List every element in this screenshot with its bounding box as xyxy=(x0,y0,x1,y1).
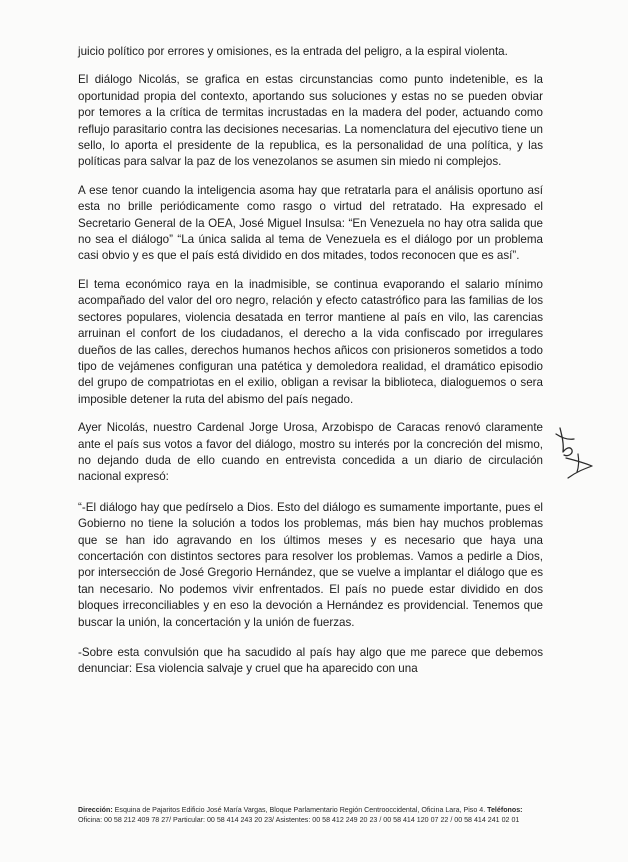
document-body xyxy=(78,44,543,690)
paragraph-1: juicio político por errores y omisiones, es la entrada del peligro, a la espiral violenta. xyxy=(78,45,508,58)
paragraph-4: El tema económico raya en la inadmisible, se continua evaporando el salario mínimo acompañado del valor del oro negro, relación y efecto catastrófico para las familias de los sectores populares, violencia desatada en terror mantiene al país en vilo, las carencias arruinan el confort de los ciudadanos, el derecho a la vida confiscado por irregulares dueños de las calles, derechos humanos hechos añicos con prisioneros sometidos a todo tipo de vejámenes configuran una patética y demoledora realidad, el dramático episodio del grupo de compatriotas en el exilio, obligan a revisar la biblioteca, dialoguemos o sera imposible detener la ruta del abismo del país negado. xyxy=(78,277,543,406)
phones-text: Oficina: 00 58 212 409 78 27/ Particular: 00 58 414 243 20 23/ Asistentes: 00 58 412 249 20 23 / 00 58 414 120 07 22 / 00 58 414 241 02 01 xyxy=(78,815,520,824)
handwritten-initials-mark xyxy=(552,424,596,480)
address-label: Dirección: xyxy=(78,806,113,814)
paragraph-2: El diálogo Nicolás, se grafica en estas circunstancias como punto indetenible, es la oportunidad propia del contexto, aportando sus soluciones y estas no se pueden obviar por temores a la crítica de termitas incrustadas en la madera del poder, actuando como reflujo parasitario contra las decisiones necesarias. La nomenclatura del ejecutivo tiene un sello, lo aporta el presidente de la republica, es la personalidad de una política, y las políticas para salvar la paz de los venezolanos se asumen sin miedo ni complejos. xyxy=(78,73,543,169)
paragraph-5: Ayer Nicolás, nuestro Cardenal Jorge Urosa, Arzobispo de Caracas renovó claramente ante el país sus votos a favor del diálogo, mostro su interés por la concreción del mismo, no dejando duda de ello cuando en entrevista concedida a un diario de circulación nacional expresó: xyxy=(78,421,543,484)
address-text: Esquina de Pajaritos Edificio José María Vargas, Bloque Parlamentario Región Centrooccidental, Oficina Lara, Piso 4. xyxy=(112,806,488,814)
quote-paragraph-2: -Sobre esta convulsión que ha sacudido al país hay algo que me parece que debemos denunciar: Esa violencia salvaje y cruel que ha aparecido con una xyxy=(78,646,543,676)
letterhead-footer xyxy=(78,806,548,825)
quote-paragraph-1: “-El diálogo hay que pedírselo a Dios. Esto del diálogo es sumamente importante, pues el Gobierno no tiene la solución a todos los problemas, más bien hay muchos problemas que se han ido agravando en los últimos meses y es necesario que haya una concertación con distintos sectores para resolver los problemas. Vamos a pedirle a Dios, por intersección de José Gregorio Hernández, que se vuelve a implantar el diálogo que es tan necesario. No podemos vivir enfrentados. El país no puede estar dividido en dos bloques irreconciliables y en eso la devoción a Hernández es providencial. Tenemos que buscar la unión, la concertación y la unión de fuerzas. xyxy=(78,500,543,629)
phones-label: Teléfonos: xyxy=(487,806,523,814)
paragraph-3: A ese tenor cuando la inteligencia asoma hay que retratarla para el análisis oportuno así esta no brille periódicamente como rasgo o virtud del retratado. Ha expresado el Secretario General de la OEA, José Miguel Insulsa: “En Venezuela no hay otra salida que no sea el diálogo” “La única salida al tema de Venezuela es el diálogo por un problema casi obvio y es que el país está dividido en dos mitades, todos reconocen que es así”. xyxy=(78,183,543,263)
